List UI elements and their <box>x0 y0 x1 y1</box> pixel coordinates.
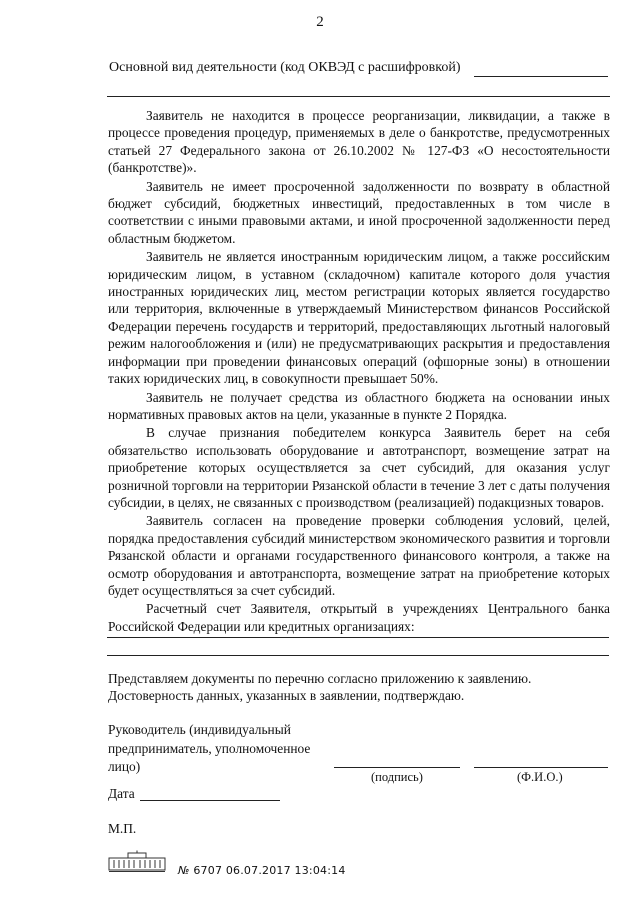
full-name-line[interactable] <box>474 767 608 768</box>
number-sign: № <box>178 864 190 877</box>
paragraph-obligation: В случае признания победителем конкурса Заявитель берет на себя обязательство использовать оборудование и автотранспорт, возмещение затрат на приобретение которых осуществляется за счет субсидий, для оказания услуг розничной торговли на территории Рязанской области в течение 3 лет с даты получения субсидии, в целях, не связанных с производством (реализацией) подакцизных товаров. <box>108 425 610 510</box>
page-number: 2 <box>316 14 324 30</box>
paragraph-foreign-entity: Заявитель не является иностранным юридическим лицом, а также российским юридическим лицом, в уставном (складочном) капитале которого доля участия иностранных юридических лиц, местом регистрации которых является государство или территория, включенные в утверждаемый Министерством финансов Российской Федерации перечень государств и территорий, предоставляющих льготный налоговый режим налогообложения и (или) не предусматривающих раскрытия и предоставления информации при проведении финансовых операций (офшорные зоны) в отношении таких юридических лиц, в совокупности превышает 50%. <box>108 249 610 387</box>
bank-account-line-2[interactable] <box>107 655 609 656</box>
date-label: Дата <box>108 786 135 801</box>
okved-label: Основной вид деятельности (код ОКВЭД с расшифровкой) <box>109 60 461 75</box>
paragraph-inspection-consent: Заявитель согласен на проведение проверки соблюдения условий, целей, порядка предоставления субсидий министерством экономического развития и торговли Рязанской области и органами государственного финансового контроля, а также на осмотр оборудования и автотранспорта, возмещение затрат на приобретение которых будет осуществляться за счет субсидий. <box>108 513 610 598</box>
closing-statement <box>108 670 531 705</box>
closing-documents: Представляем документы по перечню согласно приложению к заявлению. <box>108 671 532 686</box>
date-line[interactable] <box>140 800 280 801</box>
okved-input-line[interactable] <box>474 76 608 77</box>
paragraph-bank-account: Расчетный счет Заявителя, открытый в учреждениях Центрального банка Российской Федерации или кредитных организациях: <box>108 601 610 634</box>
registration-text: 6707 06.07.2017 13:04:14 <box>193 864 346 877</box>
signer-label: Руководитель (индивидуальный предприниматель, уполномоченное лицо) <box>108 722 311 774</box>
signature-caption: (подпись) <box>371 770 423 784</box>
signature-line[interactable] <box>334 767 460 768</box>
okved-continuation-line[interactable] <box>107 96 610 97</box>
paragraph-other-funds: Заявитель не получает средства из областного бюджета на основании иных нормативных правовых актов на цели, указанные в пункте 2 Порядка. <box>108 389 610 422</box>
closing-confirmation: Достоверность данных, указанных в заявлении, подтверждаю. <box>108 688 465 704</box>
registration-stamp <box>178 864 346 877</box>
full-name-caption: (Ф.И.О.) <box>517 770 563 784</box>
paragraph-reorganization: Заявитель не находится в процессе реорганизации, ликвидации, а также в процессе проведения процедур, применяемых в деле о банкротстве, предусмотренных статьей 27 Федерального закона от 26.10.2002 № 127-ФЗ «О несостоятельности (банкротстве)». <box>108 108 610 176</box>
building-stamp-icon <box>108 850 166 872</box>
declaration-body <box>108 107 610 635</box>
seal-label: М.П. <box>108 821 137 836</box>
bank-account-line-1[interactable] <box>107 637 609 638</box>
paragraph-debt: Заявитель не имеет просроченной задолженности по возврату в областной бюджет субсидий, бюджетных инвестиций, предоставленных в том числе в соответствии с иными правовыми актами, и иной просроченной задолженности перед областным бюджетом. <box>108 178 610 246</box>
